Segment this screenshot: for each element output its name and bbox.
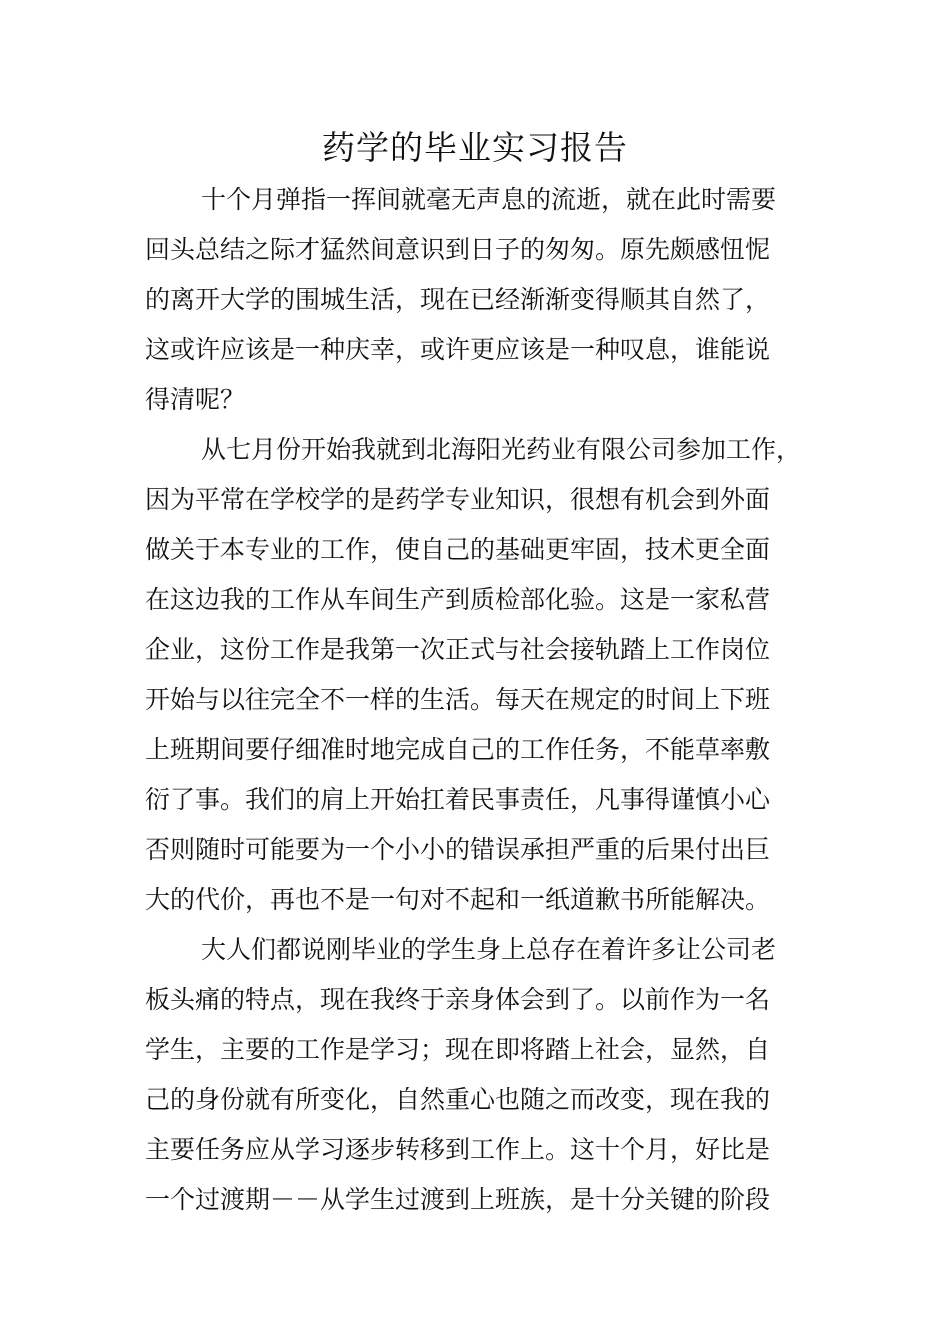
paragraph-line: 学生，主要的工作是学习；现在即将踏上社会，显然，自 — [145, 1035, 771, 1064]
paragraph-line: 在这边我的工作从车间生产到质检部化验。这是一家私营 — [145, 585, 771, 614]
paragraph-line: 主要任务应从学习逐步转移到工作上。这十个月，好比是 — [145, 1135, 771, 1164]
paragraph-line: 一个过渡期－－从学生过渡到上班族，是十分关键的阶段 — [145, 1185, 771, 1214]
paragraph-line: 企业，这份工作是我第一次正式与社会接轨踏上工作岗位 — [145, 635, 771, 664]
paragraph-line: 己的身份就有所变化，自然重心也随之而改变，现在我的 — [145, 1085, 771, 1114]
paragraph-line: 的离开大学的围城生活，现在已经渐渐变得顺其自然了， — [145, 285, 771, 314]
document-title: 药学的毕业实习报告 — [322, 128, 628, 167]
paragraph-line: 否则随时可能要为一个小小的错误承担严重的后果付出巨 — [145, 835, 771, 864]
document-body — [145, 175, 825, 1225]
paragraph-line: 从七月份开始我就到北海阳光药业有限公司参加工作， — [201, 435, 802, 464]
paragraph-line: 十个月弹指一挥间就毫无声息的流逝，就在此时需要 — [201, 185, 777, 214]
paragraph-line: 衍了事。我们的肩上开始扛着民事责任，凡事得谨慎小心 — [145, 785, 771, 814]
paragraph-line: 上班期间要仔细准时地完成自己的工作任务，不能草率敷 — [145, 735, 771, 764]
paragraph-line: 大的代价，再也不是一句对不起和一纸道歉书所能解决。 — [145, 885, 771, 914]
paragraph-line: 板头痛的特点，现在我终于亲身体会到了。以前作为一名 — [145, 985, 771, 1014]
paragraph-line: 大人们都说刚毕业的学生身上总存在着许多让公司老 — [201, 935, 777, 964]
paragraph-line: 做关于本专业的工作，使自己的基础更牢固，技术更全面 — [145, 535, 771, 564]
paragraph-line: 开始与以往完全不一样的生活。每天在规定的时间上下班 — [145, 685, 771, 714]
paragraph-3 — [145, 925, 825, 1225]
paragraph-line: 回头总结之际才猛然间意识到日子的匆匆。原先颇感忸怩 — [145, 235, 771, 264]
paragraph-line: 这或许应该是一种庆幸，或许更应该是一种叹息，谁能说 — [145, 335, 771, 364]
paragraph-2 — [145, 425, 825, 925]
paragraph-1 — [145, 175, 825, 425]
paragraph-line: 因为平常在学校学的是药学专业知识，很想有机会到外面 — [145, 485, 771, 514]
paragraph-line: 得清呢？ — [145, 385, 246, 414]
